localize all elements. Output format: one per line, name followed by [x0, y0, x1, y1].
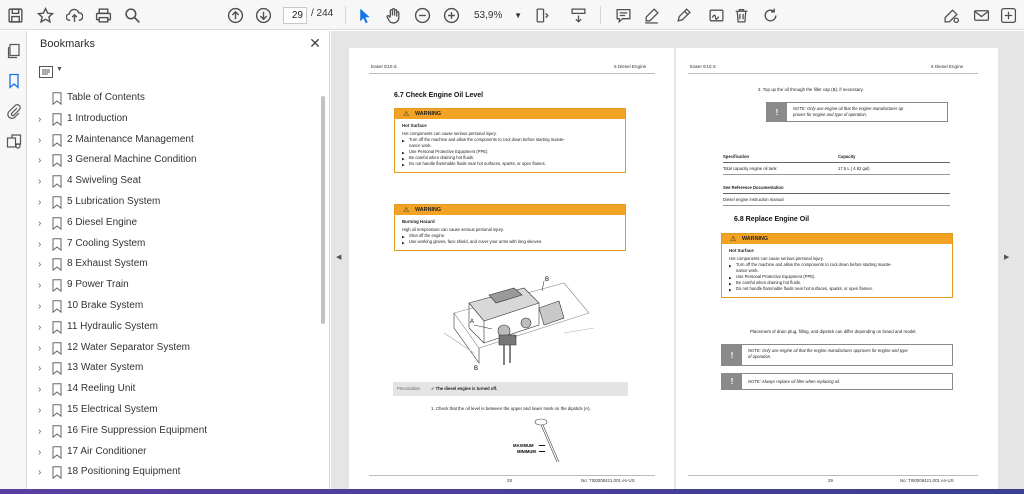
warning-subtitle: Burning Hazard [402, 219, 435, 224]
warning-bullet: ▶ Use Personal Protective Equipment (PPE). [402, 149, 619, 155]
scroll-mode-icon[interactable] [567, 4, 589, 26]
page-header-left: Easer E10.S [690, 64, 716, 69]
dipstick-max-label: MAXIMUM [513, 443, 534, 448]
bookmark-icon [52, 196, 62, 209]
warning-box-burning-hazard [394, 204, 626, 251]
chevron-right-icon[interactable]: › [38, 217, 42, 229]
bookmark-item[interactable] [28, 172, 318, 192]
chevron-right-icon[interactable]: › [38, 446, 42, 458]
warning-bullet: ▶ Use Personal Protective Equipment (PPE). [729, 274, 946, 280]
bookmark-panel-icon[interactable] [4, 71, 23, 90]
reference-table-header [723, 182, 950, 194]
warning-text: Hot components can cause serious personal injury. [729, 256, 824, 261]
precondition-label: Precondition [397, 386, 421, 391]
bookmark-icon [52, 300, 62, 313]
warning-text: High oil temperature can cause serious personal injury. [402, 227, 504, 232]
bookmark-item[interactable] [28, 380, 318, 400]
attachment-icon[interactable] [4, 101, 23, 120]
close-icon[interactable]: ✕ [309, 35, 321, 51]
pdf-page-right [676, 48, 998, 494]
warning-bullet: ▶ Turn off the machine and allow the components to cool down before starting mainte- [402, 137, 619, 143]
bookmark-label: Table of Contents [67, 92, 145, 103]
document-scrollbar[interactable] [1012, 31, 1024, 494]
chevron-right-icon[interactable]: › [38, 155, 42, 167]
warning-bullet: ▶ Turn off the machine and allow the components to cool down before starting mainte- [729, 262, 946, 268]
select-cursor-icon[interactable] [353, 4, 375, 26]
spec-table-row [723, 163, 950, 175]
spec-table [723, 151, 950, 206]
warning-triangle-icon: ⚠ [403, 111, 410, 118]
chevron-right-icon[interactable]: › [38, 134, 42, 146]
bookmark-label: 17 Air Conditioner [67, 445, 147, 457]
chevron-right-icon[interactable]: › [38, 176, 42, 188]
note-box [721, 373, 953, 390]
figure-label-b: B [474, 366, 479, 372]
warning-bullet: ▶ Do not handle flammable fluids near hot surfaces, sparks, or open flames. [729, 286, 946, 292]
bookmark-item[interactable] [28, 193, 318, 213]
warning-label: WARNING [415, 110, 442, 117]
sign-icon[interactable] [705, 4, 727, 26]
warning-bullet: ▶ Shut off the engine. [402, 233, 619, 239]
precondition-value: ✓ The diesel engine is turned off. [431, 386, 498, 391]
section-title: 6.8 Replace Engine Oil [734, 216, 810, 223]
placement-text: Placement of drain plug, filling, and dipstick can differ depending on brand and model. [750, 329, 917, 334]
bookmark-label: 10 Brake System [67, 300, 144, 311]
bookmark-item[interactable] [28, 255, 318, 275]
star-icon[interactable] [34, 4, 56, 26]
warning-bullet-continuation: nance work. [736, 268, 759, 273]
draw-icon[interactable] [672, 4, 694, 26]
bookmark-icon [52, 258, 62, 271]
header-rule [369, 73, 655, 74]
chevron-right-icon[interactable]: › [38, 301, 42, 312]
chevron-down-icon: ▼ [56, 66, 63, 73]
bookmark-label: 7 Cooling System [67, 237, 146, 249]
bookmark-label: 8 Exhaust System [67, 258, 148, 270]
bookmark-label: 14 Reeling Unit [67, 383, 136, 395]
warning-bullet-continuation: nance work. [409, 143, 432, 148]
chevron-right-icon[interactable]: › [38, 238, 42, 250]
bookmark-label: 1 Introduction [67, 112, 128, 124]
navigation-rail [0, 31, 27, 494]
panel-title: Bookmarks [40, 38, 96, 50]
header-rule [688, 73, 978, 74]
note-box [721, 344, 953, 366]
chevron-right-icon[interactable]: › [38, 405, 42, 416]
bookmark-icon [52, 113, 62, 126]
bookmark-item[interactable] [28, 297, 318, 317]
bookmark-label: 11 Hydraulic System [67, 320, 158, 332]
bookmark-item[interactable] [28, 443, 318, 463]
bookmark-icon [52, 175, 62, 188]
bookmark-icon [52, 134, 62, 147]
bookmark-icon [52, 92, 62, 105]
bookmark-label: 16 Fire Suppression Equipment [67, 424, 208, 436]
zoom-in-icon[interactable] [440, 4, 462, 26]
bookmark-icon [52, 362, 62, 375]
document-view[interactable] [331, 31, 1024, 494]
engine-illustration [444, 273, 594, 373]
bookmark-item[interactable] [28, 359, 318, 379]
warning-subtitle: Hot Surface [402, 123, 427, 128]
chevron-right-icon[interactable]: › [38, 363, 42, 375]
chevron-right-icon[interactable]: › [38, 467, 42, 479]
page-number: 29 [828, 478, 833, 483]
warning-text: Hot components can cause serious personal injury. [402, 131, 497, 136]
bookmark-item[interactable] [28, 235, 318, 255]
comment-icon[interactable] [612, 4, 634, 26]
bookmark-label: 5 Lubrication System [67, 196, 161, 207]
reference-col-header: See Reference Documentation [723, 185, 784, 190]
page-header-right: 6 Diesel Engine [614, 64, 647, 69]
bookmark-icon [52, 217, 62, 230]
bookmark-icon [52, 383, 62, 396]
warning-bullet: ▶ Use working gloves, face shield, and cover your arms with long sleeves. [402, 239, 619, 245]
bookmark-item[interactable] [28, 110, 318, 130]
search-icon[interactable] [121, 4, 143, 26]
page-number-input[interactable]: 29 [283, 7, 307, 24]
zoom-level-select[interactable] [474, 7, 522, 24]
chevron-right-icon[interactable]: › [38, 280, 42, 292]
spec-cell: 17.5 L ( 4.62 gal) [838, 166, 870, 171]
exclamation-icon: ! [722, 374, 742, 389]
warning-triangle-icon: ⚠ [730, 236, 737, 243]
dipstick-illustration [509, 416, 579, 466]
bookmark-icon [52, 154, 62, 167]
bookmark-label: 12 Water Separator System [67, 341, 191, 353]
footer-rule [688, 475, 978, 476]
dipstick-min-label: MINIMUM [517, 449, 536, 454]
bookmark-item[interactable] [28, 318, 318, 338]
warning-label: WARNING [415, 206, 442, 213]
bookmark-label: 3 General Machine Condition [67, 154, 197, 166]
exclamation-icon: ! [767, 103, 787, 121]
toolbar [0, 0, 1024, 30]
page-number: 28 [507, 478, 512, 483]
doc-number: No: TI00008421.001 en-US [581, 478, 635, 483]
bookmark-item[interactable] [28, 89, 318, 109]
chevron-right-icon[interactable]: › [38, 321, 42, 333]
bookmark-icon [52, 279, 62, 292]
note-text: NOTE: Only use engine oil that the engine manufacturer ap- proves for engine and type of operation. [793, 106, 905, 117]
zoom-level-value: 53,9% [474, 10, 503, 21]
note-box [766, 102, 948, 122]
chevron-right-icon[interactable]: › [38, 342, 42, 354]
toolbar-divider [600, 6, 601, 24]
more-tools-icon[interactable] [997, 4, 1019, 26]
section-title: 6.7 Check Engine Oil Level [394, 92, 484, 99]
bookmark-icon [52, 446, 62, 459]
warning-box-hot-surface [394, 108, 626, 173]
bookmark-item[interactable] [28, 463, 318, 483]
list-options-icon [39, 66, 53, 78]
reference-cell: Diesel engine instruction manual [723, 197, 784, 202]
taskbar-strip [0, 489, 1024, 494]
reference-table-row [723, 194, 950, 206]
precondition-bar [393, 382, 628, 396]
bookmark-item[interactable] [28, 339, 318, 359]
warning-box-hot-surface [721, 233, 953, 298]
step-text: 1. Check that the oil level is between the upper and lower mark on the dipstick (A). [431, 406, 591, 411]
email-icon[interactable] [970, 4, 992, 26]
note-text: NOTE: Only use engine oil that the engine manufacturer approves for engine and type of operation. [748, 348, 908, 359]
bookmark-item[interactable] [28, 276, 318, 296]
bookmark-icon [52, 342, 62, 355]
hand-tool-icon[interactable] [382, 4, 404, 26]
page-thumbnails-icon[interactable] [4, 41, 23, 60]
collapse-left-arrow-icon[interactable]: ◀ [336, 254, 342, 261]
bookmark-icon [52, 466, 62, 479]
bookmark-icon [52, 425, 62, 438]
chevron-right-icon[interactable]: › [38, 197, 42, 208]
bookmark-icon [52, 238, 62, 251]
warning-triangle-icon: ⚠ [403, 207, 410, 214]
chevron-right-icon[interactable]: › [38, 259, 42, 271]
print-icon[interactable] [92, 4, 114, 26]
bookmark-label: 18 Positioning Equipment [67, 466, 181, 478]
toolbar-divider [345, 6, 346, 24]
scrollbar-thumb[interactable] [321, 96, 325, 324]
footer-rule [369, 475, 655, 476]
exclamation-icon: ! [722, 345, 742, 365]
zoom-out-icon[interactable] [411, 4, 433, 26]
figure-label-a: A [470, 319, 475, 325]
page-header-right: 6 Diesel Engine [931, 64, 964, 69]
edit-pdf-icon[interactable] [940, 4, 962, 26]
warning-bullet: ▶ Be careful when draining hot fluids. [402, 155, 619, 161]
chevron-right-icon[interactable]: › [38, 113, 42, 125]
warning-bullet: ▶ Do not handle flammable fluids near hot surfaces, sparks, or open flames. [402, 161, 619, 167]
bookmark-icon [52, 321, 62, 334]
spec-col-header: Specification [723, 154, 750, 159]
upload-cloud-icon[interactable] [63, 4, 85, 26]
chevron-right-icon[interactable]: › [38, 384, 42, 396]
chevron-right-icon[interactable]: › [38, 425, 42, 437]
collapse-right-arrow-icon[interactable]: ▶ [1004, 254, 1010, 261]
bookmarks-panel [28, 31, 330, 494]
save-icon[interactable] [4, 4, 26, 26]
spec-col-header: Capacity [838, 154, 856, 159]
warning-label: WARNING [742, 235, 769, 242]
spec-table-header [723, 151, 950, 163]
rotate-icon[interactable] [759, 4, 781, 26]
bookmark-label: 9 Power Train [67, 279, 129, 291]
doc-number: No: TI00008421.001 en-US [900, 478, 954, 483]
bookmark-item[interactable] [28, 131, 318, 151]
pdf-page-left [349, 48, 674, 494]
note-text: NOTE: Always replace oil filter when replacing oil. [748, 379, 841, 384]
figure-label-b: B [545, 277, 550, 283]
bookmark-options-button[interactable] [39, 64, 65, 80]
step-text: 2. Top up the oil through the filler cap (B), if necessary. [758, 87, 864, 92]
warning-subtitle: Hot Surface [729, 248, 754, 253]
next-page-icon[interactable] [252, 4, 274, 26]
page-header-left: Easer E10.S [371, 64, 397, 69]
bookmark-label: 6 Diesel Engine [67, 216, 138, 228]
chevron-down-icon: ▼ [514, 11, 522, 20]
bookmark-label: 15 Electrical System [67, 404, 158, 415]
bookmark-label: 2 Maintenance Management [67, 133, 194, 145]
spec-cell: Total capacity engine oil tank [723, 166, 777, 171]
bookmark-label: 4 Swiveling Seat [67, 175, 141, 187]
previous-page-icon[interactable] [224, 4, 246, 26]
delete-icon[interactable] [730, 4, 752, 26]
bookmark-label: 13 Water System [67, 362, 144, 374]
bookmark-item[interactable] [28, 422, 318, 442]
bookmark-item[interactable] [28, 151, 318, 171]
bookmark-icon [52, 404, 62, 417]
bookmark-item[interactable] [28, 401, 318, 421]
layers-icon[interactable] [4, 131, 23, 150]
page-fit-icon[interactable] [531, 4, 553, 26]
page-total: / 244 [311, 8, 334, 19]
warning-bullet: ▶ Be careful when draining hot fluids. [729, 280, 946, 286]
highlight-pen-icon[interactable] [640, 4, 662, 26]
bookmark-item[interactable] [28, 214, 318, 234]
